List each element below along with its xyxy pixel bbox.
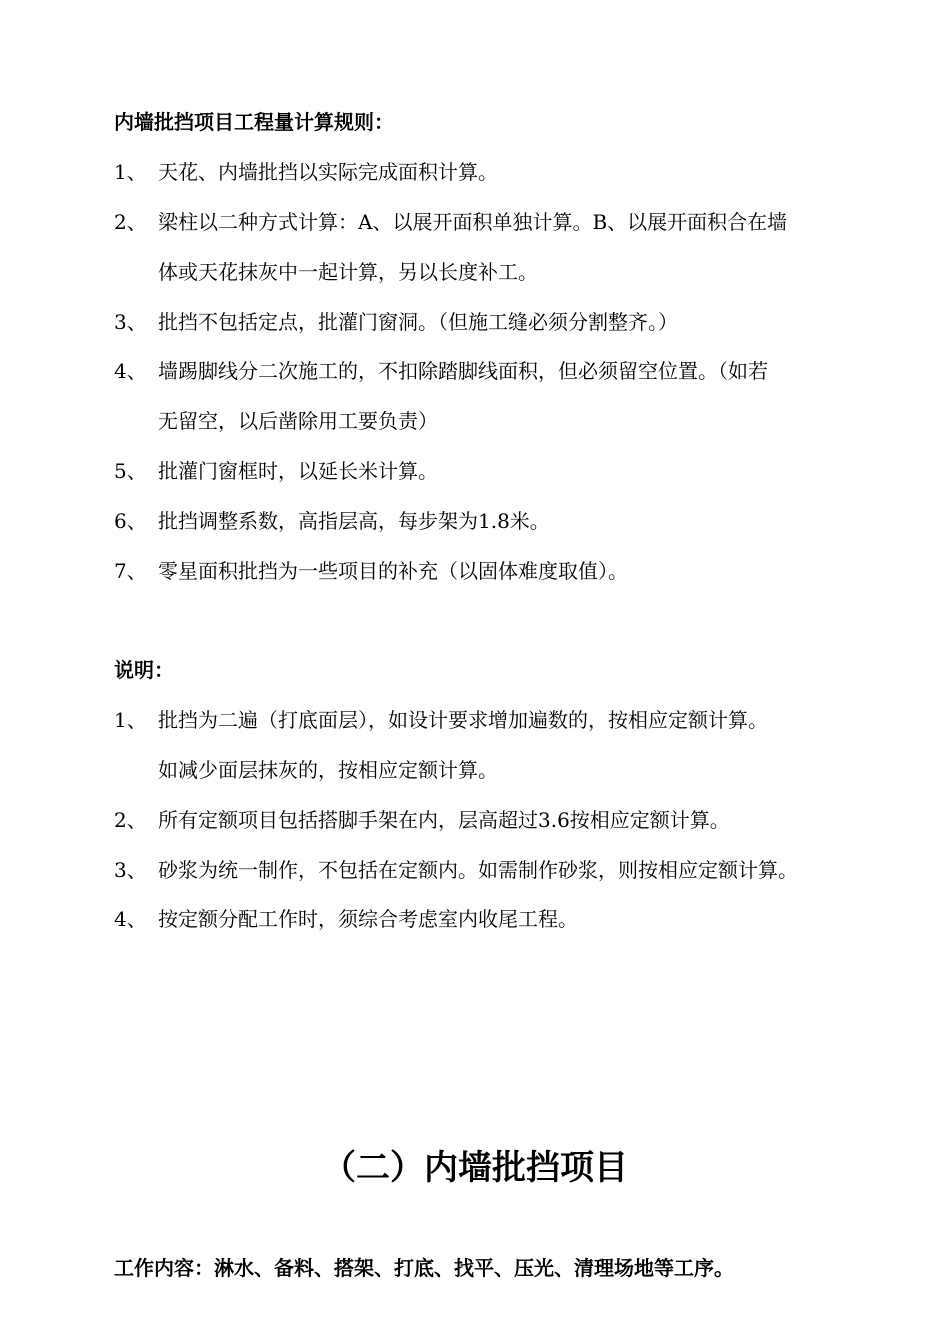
rule-3-text: 批挡不包括定点，批灌门窗洞。（但施工缝必须分割整齐。） <box>158 310 678 334</box>
note-2-number: 2、 <box>114 808 147 832</box>
rule-2-text-line-1: 梁柱以二种方式计算：A、以展开面积单独计算。B、以展开面积合在墙 <box>158 210 788 234</box>
section-title: （二）内墙批挡项目 <box>322 1148 628 1188</box>
rule-6-number: 6、 <box>114 509 147 533</box>
note-2-text: 所有定额项目包括搭脚手架在内，层高超过3.6按相应定额计算。 <box>158 808 730 832</box>
rule-7-text: 零星面积批挡为一些项目的补充（以固体难度取值）。 <box>158 559 628 583</box>
rule-5-text: 批灌门窗框时，以延长米计算。 <box>158 459 438 483</box>
note-1-text-line-1: 批挡为二遍（打底面层），如设计要求增加遍数的，按相应定额计算。 <box>158 708 768 732</box>
rule-2-number: 2、 <box>114 210 147 234</box>
rules-heading: 内墙批挡项目工程量计算规则： <box>114 110 394 134</box>
note-4-text: 按定额分配工作时，须综合考虑室内收尾工程。 <box>158 907 578 931</box>
rule-3-number: 3、 <box>114 310 147 334</box>
rule-2-text-line-2: 体或天花抹灰中一起计算，另以长度补工。 <box>158 260 538 284</box>
note-3-number: 3、 <box>114 858 147 882</box>
note-3-text: 砂浆为统一制作，不包括在定额内。如需制作砂浆，则按相应定额计算。 <box>158 858 798 882</box>
rule-6-text: 批挡调整系数，高指层高，每步架为1.8米。 <box>158 509 550 533</box>
note-1-text-line-2: 如减少面层抹灰的，按相应定额计算。 <box>158 758 498 782</box>
rule-4-text-line-1: 墙踢脚线分二次施工的，不扣除踏脚线面积，但必须留空位置。（如若 <box>158 359 768 383</box>
rule-4-number: 4、 <box>114 359 147 383</box>
rule-5-number: 5、 <box>114 459 147 483</box>
work-content: 工作内容：淋水、备料、搭架、打底、找平、压光、清理场地等工序。 <box>114 1256 734 1280</box>
rule-7-number: 7、 <box>114 559 147 583</box>
notes-heading: 说明： <box>114 658 174 682</box>
note-1-number: 1、 <box>114 708 147 732</box>
rule-1-text: 天花、内墙批挡以实际完成面积计算。 <box>158 160 498 184</box>
rule-4-text-line-2: 无留空，以后凿除用工要负责） <box>158 409 438 433</box>
note-4-number: 4、 <box>114 907 147 931</box>
rule-1-number: 1、 <box>114 160 147 184</box>
